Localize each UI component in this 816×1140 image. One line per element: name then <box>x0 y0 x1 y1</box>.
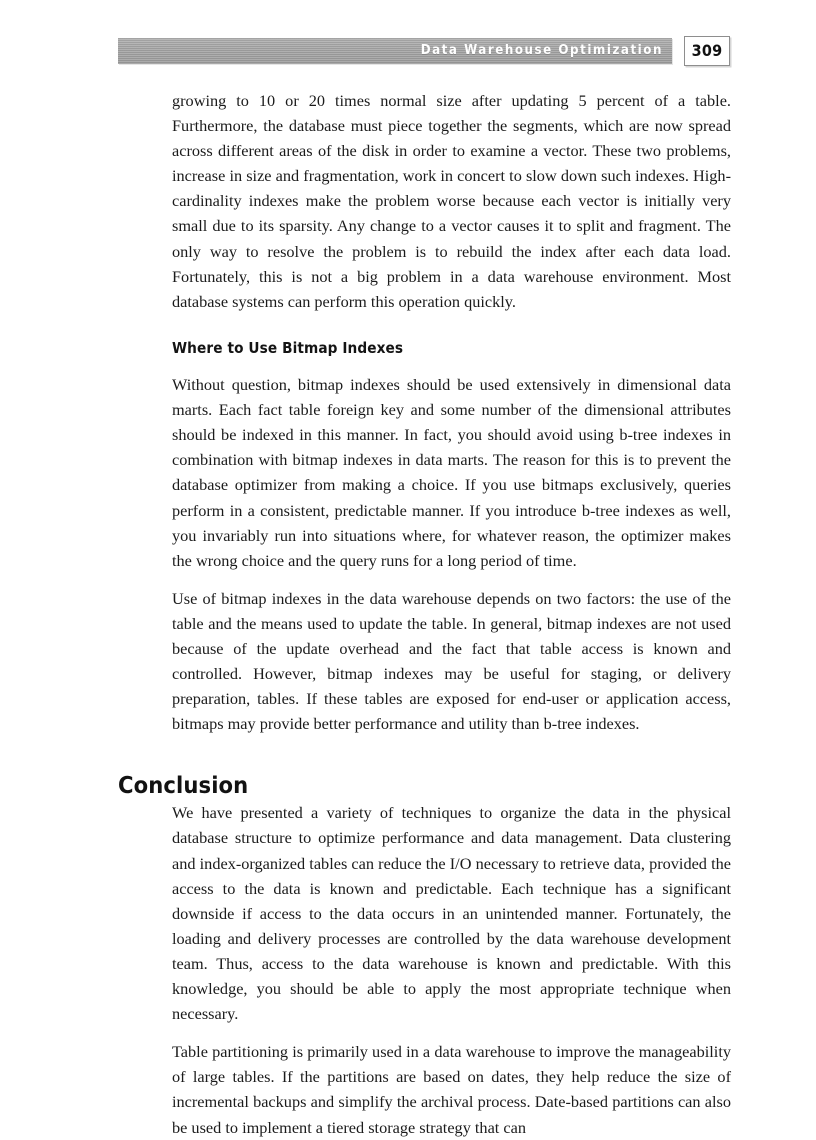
body-column <box>118 88 731 1140</box>
paragraph-bitmap-dimensional: Without question, bitmap indexes should be used extensively in dimensional data marts. Each fact table foreign key and some number of the dimensional attributes should be indexed in this manner. In fact, you should avoid using b-tree indexes in combination with bitmap indexes in data marts. The reason for this is to prevent the database optimizer from making a choice. If you use bitmaps exclusively, queries perform in a consistent, predictable manner. If you introduce b-tree indexes as well, you invariably run into situations where, for whatever reason, the optimizer makes the wrong choice and the query runs for a long period of time. <box>172 375 731 570</box>
paragraph-bitmap-two-factors: Use of bitmap indexes in the data warehouse depends on two factors: the use of the table and the means used to update the table. In general, bitmap indexes are not used because of the update overhead and the fact that table access is known and controlled. However, bitmap indexes may be useful for staging, or delivery preparation, tables. If these tables are exposed for end-user or application access, bitmaps may provide better performance and utility than b-tree indexes. <box>172 588 731 734</box>
running-header <box>0 36 816 70</box>
header-bar <box>118 38 672 64</box>
paragraph-conclusion-partitioning: Table partitioning is primarily used in a data warehouse to improve the manageability of large tables. If the partitions are based on dates, they help reduce the size of incremental backups and simplify the archival process. Date-based partitions can also be used to implement a tiered storage strategy that can <box>172 1042 731 1137</box>
sub-heading-where-to-use-bitmap-indexes: Where to Use Bitmap Indexes <box>172 338 404 357</box>
header-title: Data Warehouse Optimization <box>420 43 663 59</box>
section-heading-conclusion: Conclusion <box>118 771 249 800</box>
page-number-box <box>684 36 730 66</box>
paragraph-conclusion-techniques: We have presented a variety of techniques to organize the data in the physical database structure to optimize performance and data management. Data clustering and index-organized tables can reduce the I/O necessary to retrieve data, provided the access to the data is known and predictable. Each technique has a significant downside if access to the data occurs in an unintended manner. Fortunately, the loading and delivery processes are controlled by the data warehouse development team. Thus, access to the data warehouse is known and predictable. With this knowledge, you should be able to apply the most appropriate technique when necessary. <box>172 803 731 1024</box>
section-heading-block <box>118 771 731 800</box>
paragraph-vector-fragmentation: growing to 10 or 20 times normal size after updating 5 percent of a table. Furthermore, the database must piece together the segments, which are now spread across different areas of the disk in order to examine a vector. These two problems, increase in size and fragmentation, work in concert to slow down such indexes. High-cardinality indexes make the problem worse because each vector is initially very small due to its sparsity. Any change to a vector causes it to split and fragment. The only way to resolve the problem is to rebuild the index after each data load. Fortunately, this is not a big problem in a data warehouse environment. Most database systems can perform this operation quickly. <box>172 91 731 311</box>
page-number: 309 <box>691 41 723 60</box>
